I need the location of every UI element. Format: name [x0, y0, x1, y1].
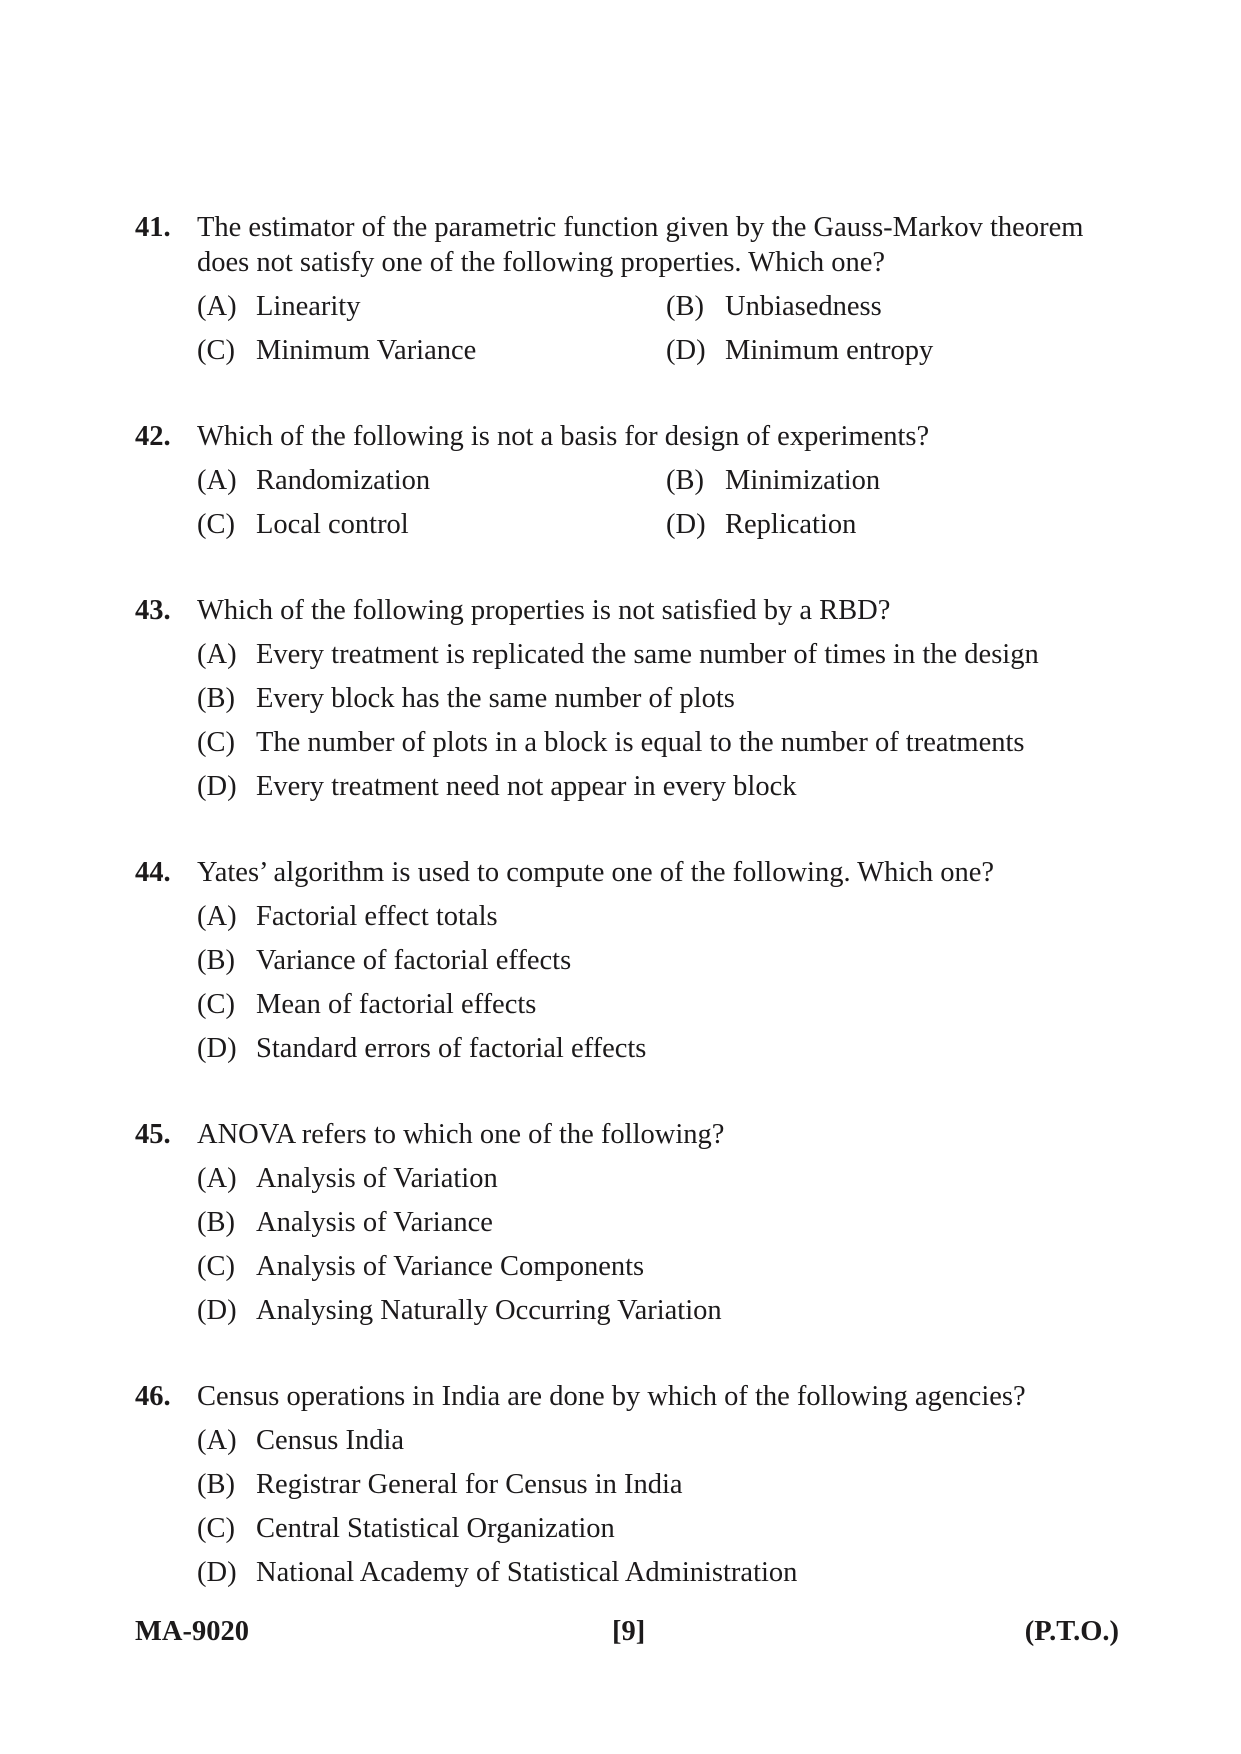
option-label: (D)	[666, 335, 706, 366]
option-label: (B)	[666, 465, 704, 496]
question-number: 45.	[135, 1119, 171, 1150]
option-row	[197, 285, 1135, 329]
option-text: Census India	[256, 1425, 405, 1456]
question-header	[135, 1379, 1135, 1414]
option-text: Local control	[256, 509, 409, 540]
options	[197, 459, 1135, 547]
option-b	[197, 1201, 1135, 1245]
question-43	[135, 593, 1135, 809]
question-46	[135, 1379, 1135, 1595]
question-text: Yates’ algorithm is used to compute one of the following. Which one?	[197, 857, 995, 888]
question-text: Census operations in India are done by which of the following agencies?	[197, 1381, 1026, 1412]
option-text: Every block has the same number of plots	[256, 683, 735, 714]
page-number: [9]	[612, 1616, 646, 1647]
question-text: The estimator of the parametric function given by the Gauss-Markov theorem does not satisfy one of the following properties. Which one?	[197, 212, 1084, 278]
option-c	[197, 329, 666, 373]
option-label: (D)	[197, 1033, 237, 1064]
option-text: Randomization	[256, 465, 431, 496]
option-label: (B)	[197, 1469, 235, 1500]
option-label: (C)	[197, 335, 235, 366]
question-text: Which of the following properties is not satisfied by a RBD?	[197, 595, 891, 626]
option-label: (D)	[666, 509, 706, 540]
paper-code: MA-9020	[135, 1616, 249, 1647]
option-a	[197, 1157, 1135, 1201]
question-header	[135, 855, 1135, 890]
options	[197, 1419, 1135, 1595]
please-turn-over: (P.T.O.)	[1024, 1616, 1119, 1647]
question-header	[135, 419, 1135, 454]
option-label: (C)	[197, 727, 235, 758]
options	[197, 895, 1135, 1071]
question-number: 43.	[135, 595, 171, 626]
option-d	[197, 1551, 1135, 1595]
option-text: Central Statistical Organization	[256, 1513, 615, 1544]
option-label: (A)	[197, 291, 237, 322]
option-text: Analysis of Variance Components	[256, 1251, 645, 1282]
option-text: Every treatment is replicated the same number of times in the design	[256, 639, 1039, 670]
option-c	[197, 1245, 1135, 1289]
option-text: Linearity	[256, 291, 361, 322]
question-text: ANOVA refers to which one of the following?	[197, 1119, 725, 1150]
option-label: (A)	[197, 901, 237, 932]
option-d	[197, 1289, 1135, 1333]
option-b	[666, 285, 1135, 329]
options	[197, 1157, 1135, 1333]
option-label: (B)	[197, 945, 235, 976]
option-text: Variance of factorial effects	[256, 945, 572, 976]
option-text: Analysis of Variation	[256, 1163, 498, 1194]
option-label: (A)	[197, 1425, 237, 1456]
option-label: (B)	[197, 1207, 235, 1238]
options	[197, 285, 1135, 373]
question-header	[135, 593, 1135, 628]
option-a	[197, 459, 666, 503]
option-text: Factorial effect totals	[256, 901, 498, 932]
option-label: (B)	[197, 683, 235, 714]
option-text: Replication	[725, 509, 857, 540]
option-c	[197, 721, 1135, 765]
option-a	[197, 1419, 1135, 1463]
question-list	[135, 210, 1135, 1641]
option-label: (A)	[197, 1163, 237, 1194]
option-b	[197, 939, 1135, 983]
option-text: Analysing Naturally Occurring Variation	[256, 1295, 722, 1326]
question-number: 44.	[135, 857, 171, 888]
option-label: (C)	[197, 989, 235, 1020]
option-row	[197, 503, 1135, 547]
question-42	[135, 419, 1135, 547]
option-a	[197, 633, 1135, 677]
option-c	[197, 503, 666, 547]
option-b	[197, 677, 1135, 721]
option-d	[666, 329, 1135, 373]
question-44	[135, 855, 1135, 1071]
question-text: Which of the following is not a basis for design of experiments?	[197, 421, 930, 452]
option-a	[197, 895, 1135, 939]
option-text: Minimum Variance	[256, 335, 477, 366]
option-text: Standard errors of factorial effects	[256, 1033, 647, 1064]
option-text: Minimum entropy	[725, 335, 934, 366]
question-41	[135, 210, 1135, 373]
option-label: (B)	[666, 291, 704, 322]
option-label: (C)	[197, 1251, 235, 1282]
option-label: (C)	[197, 509, 235, 540]
option-text: Unbiasedness	[725, 291, 882, 322]
option-text: Every treatment need not appear in every block	[256, 771, 797, 802]
option-b	[666, 459, 1135, 503]
option-text: Analysis of Variance	[256, 1207, 493, 1238]
option-label: (D)	[197, 771, 237, 802]
option-d	[197, 765, 1135, 809]
options	[197, 633, 1135, 809]
option-text: Registrar General for Census in India	[256, 1469, 683, 1500]
option-text: Mean of factorial effects	[256, 989, 537, 1020]
option-c	[197, 1507, 1135, 1551]
option-text: Minimization	[725, 465, 881, 496]
option-a	[197, 285, 666, 329]
option-label: (A)	[197, 639, 237, 670]
option-row	[197, 329, 1135, 373]
question-45	[135, 1117, 1135, 1333]
option-label: (C)	[197, 1513, 235, 1544]
option-c	[197, 983, 1135, 1027]
option-label: (A)	[197, 465, 237, 496]
question-number: 41.	[135, 212, 171, 243]
option-d	[666, 503, 1135, 547]
option-text: National Academy of Statistical Administration	[256, 1557, 798, 1588]
page-footer	[0, 1614, 1241, 1649]
question-number: 46.	[135, 1381, 171, 1412]
option-text: The number of plots in a block is equal to the number of treatments	[256, 727, 1025, 758]
question-header	[135, 1117, 1135, 1152]
option-row	[197, 459, 1135, 503]
option-d	[197, 1027, 1135, 1071]
option-label: (D)	[197, 1295, 237, 1326]
option-b	[197, 1463, 1135, 1507]
option-label: (D)	[197, 1557, 237, 1588]
question-number: 42.	[135, 421, 171, 452]
question-header	[135, 210, 1135, 280]
